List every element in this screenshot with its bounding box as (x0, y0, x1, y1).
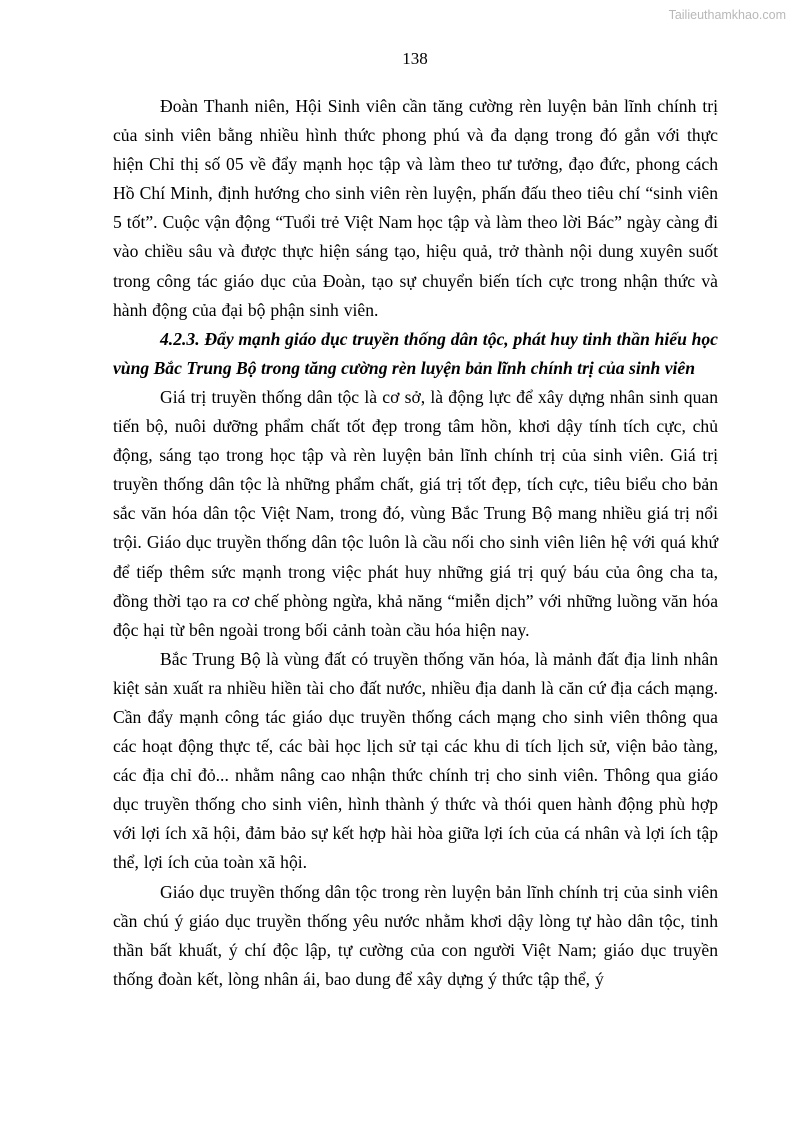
section-heading-4-2-3: 4.2.3. Đẩy mạnh giáo dục truyền thống dân tộc, phát huy tinh thần hiếu học vùng Bắc Trung Bộ trong tăng cường rèn luyện bản lĩnh chính trị của sinh viên (113, 328, 718, 378)
document-body (113, 92, 718, 994)
paragraph-education-focus: Giáo dục truyền thống dân tộc trong rèn luyện bản lĩnh chính trị của sinh viên cần chú ý giáo dục truyền thống yêu nước nhằm khơi dậy lòng tự hào dân tộc, tinh thần bất khuất, ý chí độc lập, tự cường của con người Việt Nam; giáo dục truyền thống đoàn kết, lòng nhân ái, bao dung để xây dựng ý thức tập thể, ý (113, 881, 718, 989)
page-number: 138 (402, 49, 428, 68)
paragraph-intro: Đoàn Thanh niên, Hội Sinh viên cần tăng cường rèn luyện bản lĩnh chính trị của sinh viên bằng nhiều hình thức phong phú và đa dạng trong đó gắn với thực hiện Chỉ thị số 05 về đẩy mạnh học tập và làm theo tư tưởng, đạo đức, phong cách Hồ Chí Minh, định hướng cho sinh viên rèn luyện, phấn đấu theo tiêu chí “sinh viên 5 tốt”. Cuộc vận động “Tuổi trẻ Việt Nam học tập và làm theo lời Bác” ngày càng đi vào chiều sâu và được thực hiện sáng tạo, hiệu quả, trở thành nội dung xuyên suốt trong công tác giáo dục của Đoàn, tạo sự chuyển biến tích cực trong nhận thức và hành động của đại bộ phận sinh viên. (113, 96, 718, 320)
paragraph-traditional-values: Giá trị truyền thống dân tộc là cơ sở, là động lực để xây dựng nhân sinh quan tiến bộ, nuôi dưỡng phẩm chất tốt đẹp trong tâm hồn, khơi dậy tính tích cực, chủ động, sáng tạo trong học tập và rèn luyện bản lĩnh chính trị của sinh viên. Giá trị truyền thống dân tộc là những phẩm chất, giá trị tốt đẹp, tích cực, tiêu biểu cho bản sắc văn hóa dân tộc Việt Nam, trong đó, vùng Bắc Trung Bộ mang nhiều giá trị nổi trội. Giáo dục truyền thống dân tộc luôn là cầu nối cho sinh viên liên hệ với quá khứ để tiếp thêm sức mạnh trong việc phát huy những giá trị quý báu của ông cha ta, đồng thời tạo ra cơ chế phòng ngừa, khả năng “miễn dịch” với những luồng văn hóa độc hại từ bên ngoài trong bối cảnh toàn cầu hóa hiện nay. (113, 386, 718, 640)
paragraph-north-central: Bắc Trung Bộ là vùng đất có truyền thống văn hóa, là mảnh đất địa linh nhân kiệt sản xuất ra nhiều hiền tài cho đất nước, nhiều địa danh là căn cứ địa cách mạng. Cần đẩy mạnh công tác giáo dục truyền thống cách mạng cho sinh viên thông qua các hoạt động thực tế, các bài học lịch sử tại các khu di tích lịch sử, viện bảo tàng, các địa chỉ đỏ... nhằm nâng cao nhận thức chính trị cho sinh viên. Thông qua giáo dục truyền thống cho sinh viên, hình thành ý thức và thói quen hành động phù hợp với lợi ích xã hội, đảm bảo sự kết hợp hài hòa giữa lợi ích của cá nhân và lợi ích tập thể, lợi ích của toàn xã hội. (113, 648, 718, 873)
watermark: Tailieuthamkhao.com (668, 8, 786, 22)
